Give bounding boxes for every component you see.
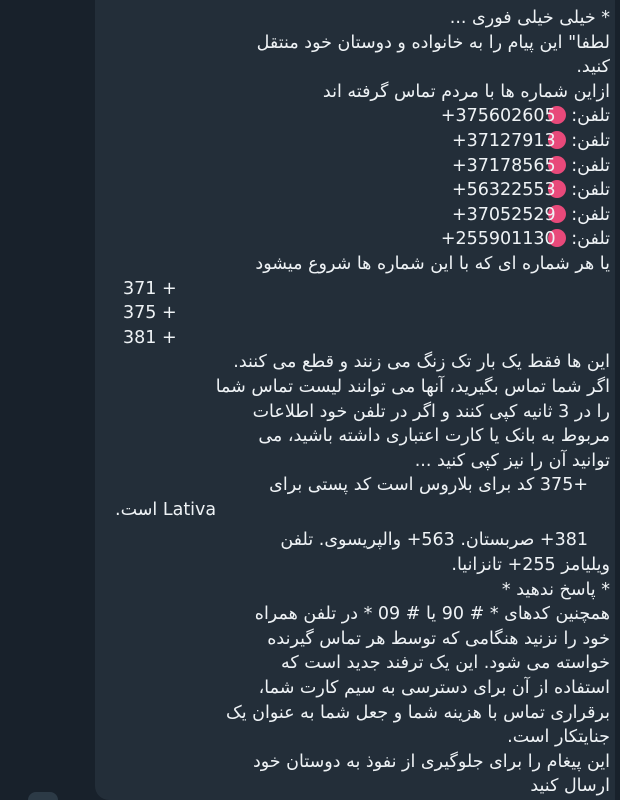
- phone-row: [105, 129, 610, 154]
- message-line: 381+ صربستان. 563+ والپریسوی. تلفن: [280, 530, 588, 551]
- phone-number[interactable]: +37052529: [451, 204, 556, 225]
- message-line: کنید.: [576, 57, 610, 78]
- message-line: ویلیامز 255+ تانزانیا.: [451, 555, 610, 576]
- phone-label: تلفن:: [571, 155, 610, 176]
- phone-row: [105, 154, 610, 179]
- phone-number[interactable]: +375602605: [440, 106, 556, 127]
- phone-row: [105, 227, 610, 252]
- message-line: استفاده از آن برای دسترسی به سیم کارت شما،: [258, 678, 610, 699]
- message-line: +375 کد برای بلاروس است کد پستی برای: [269, 475, 588, 496]
- phone-label: تلفن:: [571, 204, 610, 225]
- phone-label: تلفن:: [571, 130, 610, 151]
- message-line: ازاین شماره ها با مردم تماس گرفته اند: [322, 81, 610, 102]
- phone-number[interactable]: +37178565: [451, 155, 556, 176]
- message-line: را در 3 ثانیه کپی کنند و اگر در تلفن خود اطلاعات: [252, 401, 610, 422]
- message-line: Lativa است.: [115, 499, 217, 520]
- message-line: اگر شما تماس بگیرید، آنها می توانند لیست تماس شما: [215, 376, 610, 397]
- phone-label: تلفن:: [571, 229, 610, 250]
- message-line: این پیغام را برای جلوگیری از نفوذ به دوستان خود: [252, 751, 610, 772]
- message-line: * خیلی خیلی فوری ...: [449, 8, 610, 28]
- phone-number[interactable]: +56322553: [451, 180, 556, 201]
- message-line: لطفا" این پیام را به خانواده و دوستان خود منتقل: [256, 32, 610, 53]
- message-line: مربوط به بانک یا کارت اعتباری داشته باشید، می: [258, 426, 610, 447]
- message-line: این ها فقط یک بار تک زنگ می زنند و قطع می کنند.: [233, 352, 610, 373]
- phone-row: [105, 203, 610, 228]
- message-line: خواسته می شود. این یک ترفند جدید است که: [281, 653, 610, 674]
- phone-number[interactable]: +255901130: [440, 229, 556, 250]
- phone-label: تلفن:: [571, 180, 610, 201]
- prefix-code: 381 +: [123, 327, 177, 348]
- message-line: همچنین کدهای * # 90 یا # 09 * در تلفن همراه: [254, 604, 610, 625]
- phone-row: [105, 104, 610, 129]
- phone-number[interactable]: +37127913: [451, 130, 556, 151]
- phone-row: [105, 178, 610, 203]
- prefix-intro: یا هر شماره ای که با این شماره ها شروع میشود: [255, 253, 610, 274]
- message-line: ارسال کنید: [530, 776, 610, 797]
- prefix-code: 375 +: [123, 303, 177, 324]
- message-line: خود را نزنید هنگامی که توسط هر تماس گیرنده: [267, 628, 610, 649]
- message-line: توانید آن را نیز کپی کنید ...: [414, 450, 610, 471]
- message-line: جنایتکار است.: [507, 727, 610, 748]
- message-text: [105, 6, 610, 799]
- prefix-code: 371 +: [123, 278, 177, 299]
- prefix-list: [105, 277, 610, 351]
- no-answer-warning: * پاسخ ندهید *: [501, 579, 610, 600]
- phone-label: تلفن:: [571, 106, 610, 127]
- scroll-button[interactable]: [28, 792, 58, 800]
- message-line: برقراری تماس با هزینه شما و جعل شما به عنوان یک: [226, 702, 610, 723]
